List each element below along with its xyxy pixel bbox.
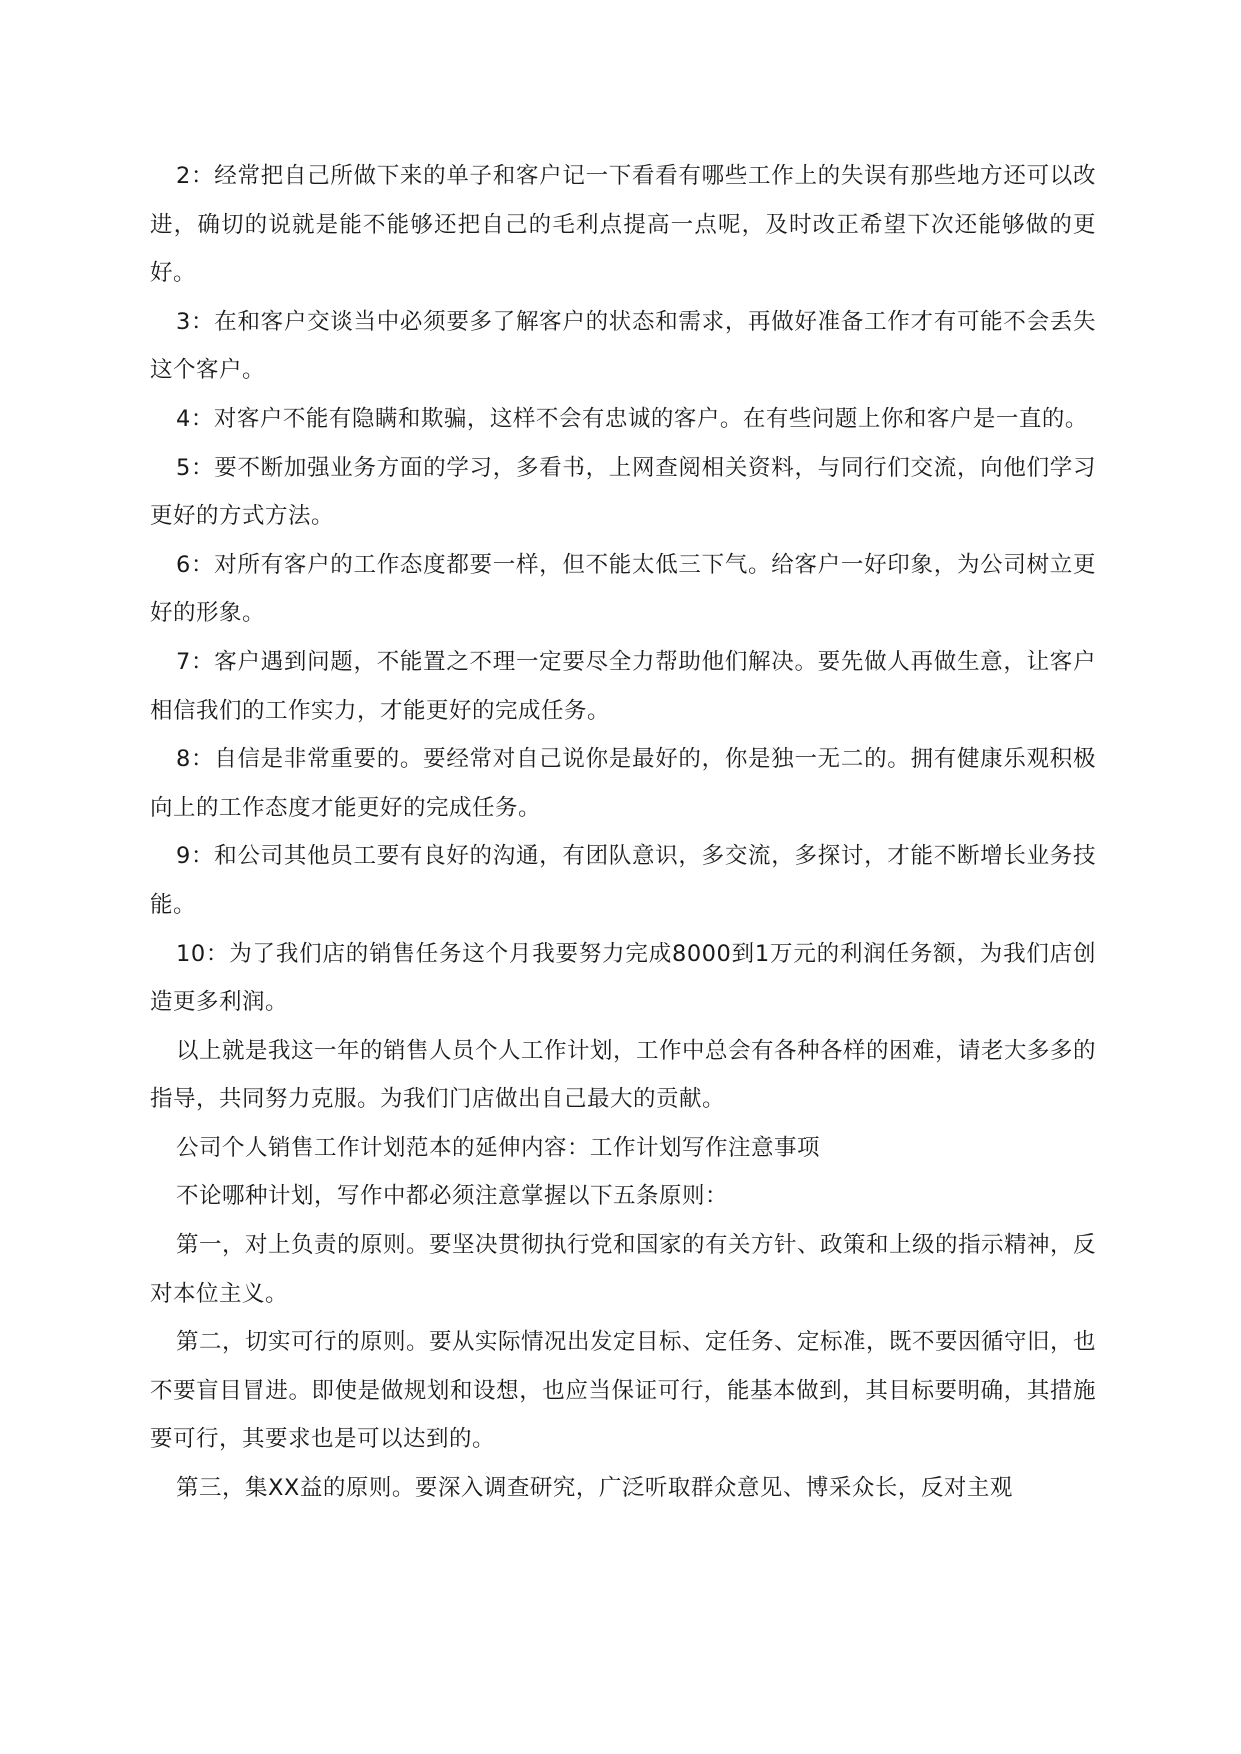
- paragraph-item-4: 4：对客户不能有隐瞒和欺骗，这样不会有忠诚的客户。在有些问题上你和客户是一直的。: [176, 405, 1088, 432]
- paragraph-item-3: 3：在和客户交谈当中必须要多了解客户的状态和需求，再做好准备工作才有可能不会丢失这个客户。: [150, 308, 1096, 384]
- paragraph-intro: 不论哪种计划，写作中都必须注意掌握以下五条原则：: [176, 1183, 729, 1210]
- paragraph-item-10: 10：为了我们店的销售任务这个月我要努力完成8000到1万元的利润任务额，为我们店创造更多利润。: [150, 940, 1096, 1016]
- paragraph-summary: 以上就是我这一年的销售人员个人工作计划，工作中总会有各种各样的困难，请老大多多的指导，共同努力克服。为我们门店做出自己最大的贡献。: [150, 1037, 1097, 1113]
- paragraph-item-7: 7：客户遇到问题，不能置之不理一定要尽全力帮助他们解决。要先做人再做生意，让客户相信我们的工作实力，才能更好的完成任务。: [150, 648, 1096, 724]
- paragraph-item-8: 8：自信是非常重要的。要经常对自己说你是最好的，你是独一无二的。拥有健康乐观积极向上的工作态度才能更好的完成任务。: [150, 746, 1096, 821]
- paragraph-item-5: 5：要不断加强业务方面的学习，多看书，上网查阅相关资料，与同行们交流，向他们学习更好的方式方法。: [150, 454, 1096, 530]
- document-body: [150, 152, 1096, 1513]
- principle-1: 第一，对上负责的原则。要坚决贯彻执行党和国家的有关方针、政策和上级的指示精神，反对本位主义。: [150, 1232, 1097, 1307]
- principle-2: 第二，切实可行的原则。要从实际情况出发定目标、定任务、定标准，既不要因循守旧，也不要盲目冒进。即使是做规划和设想，也应当保证可行，能基本做到，其目标要明确，其措施要可行，其要求也是可以达到的。: [150, 1329, 1097, 1453]
- paragraph-item-9: 9：和公司其他员工要有良好的沟通，有团队意识，多交流，多探讨，才能不断增长业务技能。: [150, 843, 1096, 918]
- principle-3: 第三，集XX益的原则。要深入调查研究，广泛听取群众意见、博采众长，反对主观: [176, 1475, 1013, 1502]
- paragraph-item-6: 6：对所有客户的工作态度都要一样，但不能太低三下气。给客户一好印象，为公司树立更好的形象。: [150, 551, 1096, 627]
- paragraph-item-2: 2：经常把自己所做下来的单子和客户记一下看看有哪些工作上的失误有那些地方还可以改进，确切的说就是能不能够还把自己的毛利点提高一点呢，及时改正希望下次还能够做的更好。: [150, 163, 1096, 287]
- section-heading: 公司个人销售工作计划范本的延伸内容：工作计划写作注意事项: [176, 1134, 821, 1161]
